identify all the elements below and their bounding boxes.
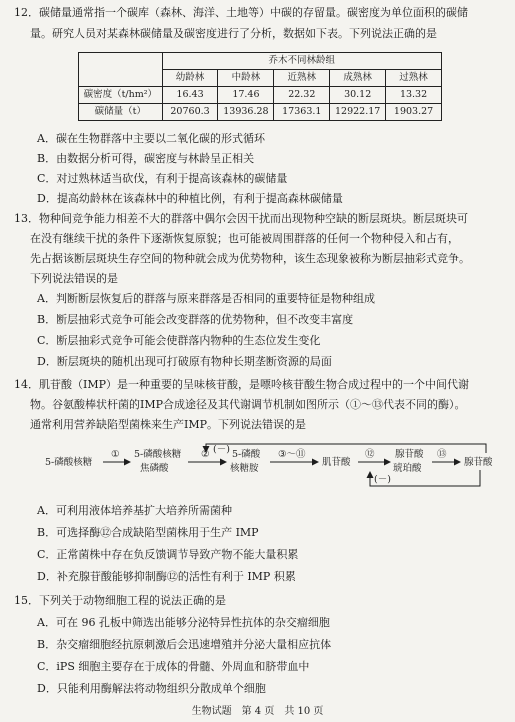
table-cell: 13.32 — [386, 87, 442, 104]
q15-stem-line1: 15．下列关于动物细胞工程的说法正确的是 — [14, 594, 226, 607]
node-prpp-line2: 焦磷酸 — [140, 463, 169, 474]
q13-option-c: C．断层抽彩式竞争可能会使群落内物种的生态位发生变化 — [37, 334, 321, 347]
node-imp: 肌苷酸 — [322, 457, 351, 468]
label-enzyme-13: ⑬ — [437, 449, 447, 460]
label-enzyme-1: ① — [111, 449, 120, 460]
q15-option-d: D．只能利用酶解法将动物组织分散成单个细胞 — [37, 682, 266, 695]
q12-stem-line2: 量。研究人员对某森林碳储量及碳密度进行了分析，数据如下表。下列说法正确的是 — [30, 27, 437, 40]
q14-option-b: B．可选择酶⑫合成缺陷型菌株用于生产 IMP — [37, 526, 259, 539]
q14-option-a: A．可利用液体培养基扩大培养所需菌种 — [37, 504, 232, 517]
node-ribose-5-phosphate: 5-磷酸核糖 — [45, 457, 93, 468]
table-row-label: 碳密度（t/hm²） — [79, 87, 163, 104]
table-row-label: 碳储量（t） — [79, 104, 163, 121]
table-row — [79, 87, 442, 104]
q12-option-d: D．提高幼龄林在该森林中的种植比例，有利于提高森林碳储量 — [37, 192, 343, 205]
table-col-header: 过熟林 — [386, 70, 442, 87]
table-cell: 30.12 — [330, 87, 386, 104]
q12-stem-line1: 12．碳储量通常指一个碳库（森林、海洋、土地等）中碳的存留量。碳密度为单位面积的碳储 — [14, 6, 468, 19]
imp-pathway-diagram — [0, 438, 515, 498]
q12-option-c: C．对过熟林适当砍伐，有利于提高该森林的碳储量 — [37, 172, 288, 185]
q14-option-c: C．正常菌株中存在负反馈调节导致产物不能大量积累 — [37, 548, 299, 561]
node-amp: 腺苷酸 — [464, 457, 493, 468]
table-cell: 20760.3 — [162, 104, 218, 121]
table-cell: 12922.17 — [330, 104, 386, 121]
q14-stem-line3: 通常利用营养缺陷型菌株来生产IMP。下列说法错误的是 — [30, 418, 307, 431]
feedback-label-bottom: (－) — [374, 474, 391, 485]
table-cell: 1903.27 — [386, 104, 442, 121]
q13-option-b: B．断层抽彩式竞争可能会改变群落的优势物种，但不改变丰富度 — [37, 313, 354, 326]
q15-option-a: A．可在 96 孔板中筛选出能够分泌特异性抗体的杂交瘤细胞 — [37, 616, 330, 629]
table-cell: 22.32 — [274, 87, 330, 104]
table-col-header: 幼龄林 — [162, 70, 218, 87]
label-enzymes-3-11: ③～⑪ — [278, 449, 306, 460]
q13-option-a: A．判断断层恢复后的群落与原来群落是否相同的重要特征是物种组成 — [37, 292, 375, 305]
q13-stem-line4: 下列说法错误的是 — [30, 272, 118, 285]
q13-stem-line3: 先占据该断层斑块生存空间的物种就会成为优势物种，该生态现象被称为断层抽彩式竞争。 — [30, 252, 470, 265]
q14-stem-line2: 物。谷氨酸棒状杆菌的IMP合成途径及其代谢调节机制如图所示（①～⑬代表不同的酶）。 — [30, 398, 466, 411]
q12-option-b: B．由数据分析可得，碳密度与林龄呈正相关 — [37, 152, 255, 165]
node-adenylosuccinate-line1: 腺苷酸 — [395, 449, 424, 460]
feedback-label-top: (－) — [213, 444, 230, 455]
table-cell: 17.46 — [218, 87, 274, 104]
node-adenylosuccinate-line2: 琥珀酸 — [393, 463, 422, 474]
q13-stem-line2: 在没有继续干扰的条件下逐渐恢复原貌；也可能被周围群落的任何一个物种侵入和占有， — [30, 232, 459, 245]
table-col-header: 成熟林 — [330, 70, 386, 87]
label-enzyme-12: ⑫ — [365, 449, 375, 460]
node-pra-line1: 5-磷酸 — [232, 449, 261, 460]
label-enzyme-2: ② — [201, 449, 210, 460]
q13-option-d: D．断层斑块的随机出现可打破原有物种长期垄断资源的局面 — [37, 355, 332, 368]
q13-stem-line1: 13．物种间竞争能力相差不大的群落中偶尔会因干扰而出现物种空缺的断层斑块。断层斑块可 — [14, 212, 468, 225]
table-cell: 16.43 — [162, 87, 218, 104]
q14-option-d: D．补充腺苷酸能够抑制酶⑫的活性有利于 IMP 积累 — [37, 570, 296, 583]
table-row — [79, 104, 442, 121]
table-group-header: 乔木不同林龄组 — [162, 53, 441, 70]
page-footer: 生物试题 第 4 页 共 10 页 — [191, 706, 324, 717]
table-col-header: 中龄林 — [218, 70, 274, 87]
q14-stem-line1: 14．肌苷酸（IMP）是一种重要的呈味核苷酸，是嘌呤核苷酸生物合成过程中的一个中间代谢 — [14, 378, 470, 391]
table-corner-cell — [79, 53, 163, 87]
table-cell: 17363.1 — [274, 104, 330, 121]
q15-option-c: C．iPS 细胞主要存在于成体的骨髓、外周血和脐带血中 — [37, 660, 310, 673]
q12-option-a: A．碳在生物群落中主要以二氧化碳的形式循环 — [37, 132, 265, 145]
q15-option-b: B．杂交瘤细胞经抗原刺激后会迅速增殖并分泌大量相应抗体 — [37, 638, 332, 651]
node-pra-line2: 核糖胺 — [230, 463, 259, 474]
node-prpp-line1: 5-磷酸核糖 — [134, 449, 182, 460]
table-col-header: 近熟林 — [274, 70, 330, 87]
q12-data-table — [78, 52, 442, 121]
table-cell: 13936.28 — [218, 104, 274, 121]
